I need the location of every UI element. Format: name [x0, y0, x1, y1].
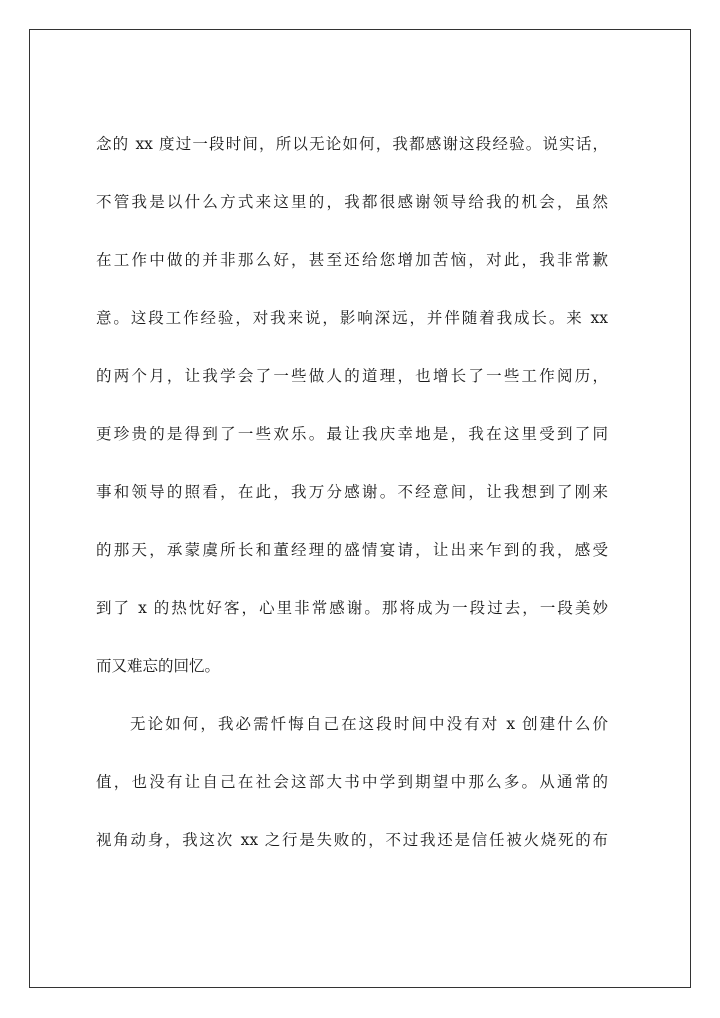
- text-line: 视角动身，我这次 xx 之行是失败的，不过我还是信任被火烧死的布: [96, 831, 608, 849]
- text-line: 在工作中做的并非那么好，甚至还给您增加苦恼，对此，我非常歉: [96, 251, 608, 269]
- text-line: 值，也没有让自己在社会这部大书中学到期望中那么多。从通常的: [96, 773, 608, 791]
- text-line: 念的 xx 度过一段时间，所以无论如何，我都感谢这段经验。说实话，: [96, 135, 608, 153]
- text-line: 事和领导的照看，在此，我万分感谢。不经意间，让我想到了刚来: [96, 483, 608, 501]
- text-line: 更珍贵的是得到了一些欢乐。最让我庆幸地是，我在这里受到了同: [96, 425, 608, 443]
- text-line: 意。这段工作经验，对我来说，影响深远，并伴随着我成长。来 xx: [96, 309, 608, 327]
- text-line: 无论如何，我必需忏悔自己在这段时间中没有对 x 创建什么价: [130, 715, 608, 733]
- text-line: 的两个月，让我学会了一些做人的道理，也增长了一些工作阅历，: [96, 367, 608, 385]
- text-line: 的那天，承蒙虞所长和董经理的盛情宴请，让出来乍到的我，感受: [96, 541, 608, 559]
- text-line: 不管我是以什么方式来这里的，我都很感谢领导给我的机会，虽然: [96, 193, 608, 211]
- text-line: 而又难忘的回忆。: [96, 657, 221, 675]
- text-line: 到了 x 的热忱好客，心里非常感谢。那将成为一段过去，一段美妙: [96, 599, 608, 617]
